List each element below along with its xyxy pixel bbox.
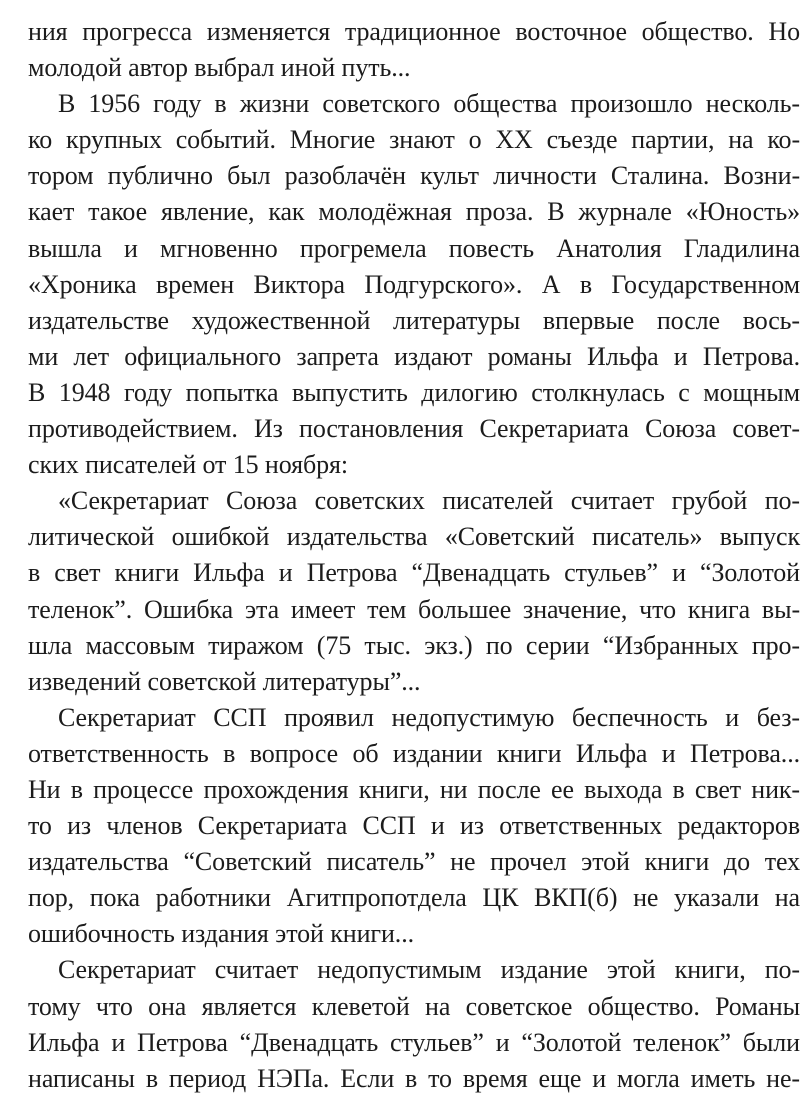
text-line: ских писателей от 15 ноября:	[28, 450, 348, 480]
text-line: литической ошибкой издательства «Советский писатель» выпуск	[28, 522, 800, 552]
text-line: Ильфа и Петрова “Двенадцать стульев” и “Золотой теленок” были	[28, 1027, 800, 1057]
text-line: «Хроника времен Виктора Подгурского». А в Государственном	[28, 269, 800, 299]
text-line: ошибочность издания этой книги...	[28, 919, 414, 949]
text-line: В 1956 году в жизни советского общества произошло несколь-	[58, 89, 800, 119]
text-line: ответственность в вопросе об издании книги Ильфа и Петрова...	[28, 738, 800, 768]
text-line: В 1948 году попытка выпустить дилогию столкнулась с мощным	[28, 377, 800, 407]
text-line: вышла и мгновенно прогремела повесть Анатолия Гладилина	[28, 233, 800, 263]
text-line: «Секретариат Союза советских писателей считает грубой по-	[58, 486, 800, 516]
text-line: издательстве художественной литературы впервые после вось-	[28, 305, 800, 335]
text-line: шла массовым тиражом (75 тыс. экз.) по серии “Избранных про-	[28, 630, 800, 660]
text-line: тому что она является клеветой на советское общество. Романы	[28, 991, 800, 1021]
paragraph-1956-events	[28, 86, 800, 483]
text-line: написаны в период НЭПа. Если в то время еще и могла иметь не-	[28, 1063, 800, 1093]
text-line: Ни в процессе прохождения книги, ни после ее выхода в свет ник-	[28, 774, 800, 804]
quote-paragraph-2	[28, 700, 800, 953]
paragraph-continuation	[28, 14, 800, 86]
text-line: изведений советской литературы”...	[28, 666, 421, 696]
text-line: теленок”. Ошибка эта имеет тем большее значение, что книга вы-	[28, 594, 800, 624]
text-line: издательства “Советский писатель” не прочел этой книги до тех	[28, 847, 800, 877]
text-line: ми лет официального запрета издают романы Ильфа и Петрова.	[28, 341, 800, 371]
text-line: Секретариат ССП проявил недопустимую беспечность и без-	[58, 702, 800, 732]
quote-paragraph-3	[28, 952, 800, 1096]
book-page	[28, 14, 800, 1097]
text-line: Секретариат считает недопустимым издание этой книги, по-	[58, 955, 800, 985]
text-line: то из членов Секретариата ССП и из ответственных редакторов	[28, 811, 800, 841]
quote-paragraph-1	[28, 483, 800, 700]
text-line: кает такое явление, как молодёжная проза. В журнале «Юность»	[28, 197, 800, 227]
text-line: тором публично был разоблачён культ личности Сталина. Возни-	[28, 161, 800, 191]
text-line: ния прогресса изменяется традиционное восточное общество. Но	[28, 17, 800, 46]
text-line: противодействием. Из постановления Секретариата Союза совет-	[28, 414, 800, 444]
text-line: ко крупных событий. Многие знают о XX съезде партии, на ко-	[28, 125, 800, 155]
text-line: пор, пока работники Агитпропотдела ЦК ВКП(б) не указали на	[28, 883, 800, 913]
text-line: в свет книги Ильфа и Петрова “Двенадцать стульев” и “Золотой	[28, 558, 800, 588]
text-line: молодой автор выбрал иной путь...	[28, 53, 411, 83]
